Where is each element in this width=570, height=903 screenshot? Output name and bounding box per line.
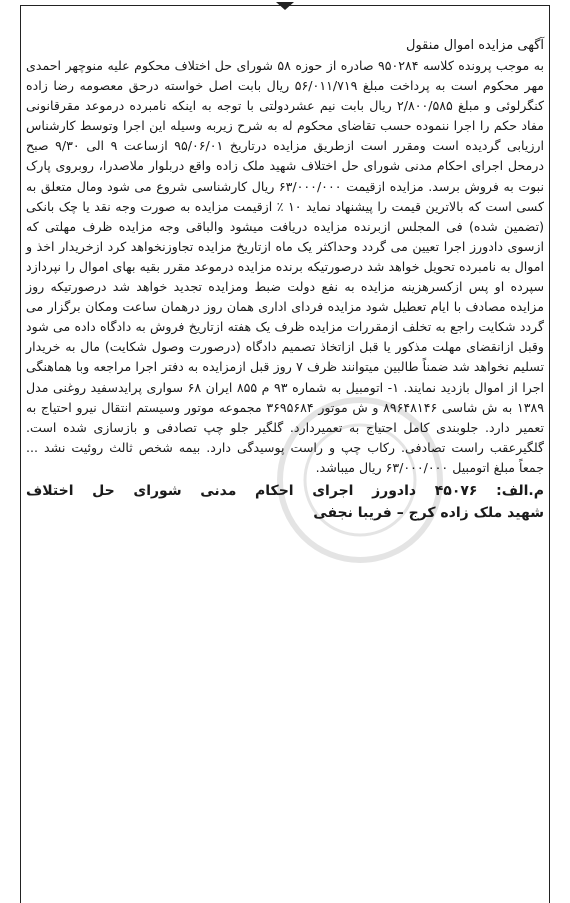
footer-signature-line: م.الف: ۴۵۰۷۶ دادورز اجرای احکام مدنی شورای حل اختلاف — [26, 482, 545, 499]
notice-title: آگهی مزایده اموال منقول — [406, 38, 544, 53]
right-frame-line — [549, 5, 550, 903]
top-tab-marker — [276, 2, 294, 10]
notice-body: به موجب پرونده کلاسه ۹۵۰۲۸۴ صادره از حوزه ۵۸ شورای حل اختلاف محکوم علیه منوچهر احمدی مهر محکوم است به پرداخت مبلغ ۵۶/۰۱۱/۷۱۹ ریال بابت اصل خواسته درحق معصومه رضا زاده کنگرلوئی و مبلغ ۲/۸۰۰/۵۸۵ ریال بابت نیم عشردولتی با توجه به اینکه نامبرده درموعد مقرقانونی مفاد حکم را اجرا ننموده حسب تقاضای محکوم له به شرح زیربه وسیله این اجرا وتوسط کارشناس ارزیابی گردیده است ومقرر است ازطریق مزایده درتاریخ ۹۵/۰۶/۰۱ ازساعت ۹ الی ۹/۳۰ صبح درمحل اجرای احکام مدنی شورای حل اختلاف شهید ملک زاده واقع دربلوار ملاصدرا، روبروی پارک نبوت به فروش برسد. مزایده ازقیمت ۶۳/۰۰۰/۰۰۰ ریال کارشناسی شروع می شود ومال متعلق به کسی است که بالاترین قیمت را پیشنهاد نماید ۱۰ ٪ ازقیمت مزایده به صورت وجه نقد یا چک بانکی (تضمین شده) فی المجلس ازبرنده مزایده دریافت میشود والباقی وجه مزایده ظرف مهلتی که ازسوی دادورز اجرا تعیین می گردد وحداکثر یک ماه ازتاریخ مزایده تجاوزنخواهد کرد ازخریدار اخذ و اموال به نامبرده تحویل خواهد شد درصورتیکه برنده مزایده درموعد مقرر بقیه بهای اموال را نپردازد سپرده او پس ازکسرهزینه مزایده به نفع دولت ضبط ومزایده تجدید خواهد شد درصورتیکه روز مزایده مصادف با ایام تعطیل شود مزایده فردای اداری همان روز درهمان ساعت ومکان برگزار می گردد شکایت راجع به تخلف ازمقررات مزایده ظرف یک هفته ازتاریخ فروش به دادگاه داده می شود وقبل ازانقضای مهلت مذکور یا قبل ازاتخاذ تصمیم دادگاه (درصورت وصول شکایت) مال به خریدار تسلیم نخواهد شد ضمناً طالبین میتوانند ظرف ۷ روز قبل ازمزایده به دفتر اجرا مراجعه وبا هماهنگی اجرا از اموال بازدید نمایند. ۱- اتومبیل به شماره ۹۳ م ۸۵۵ ایران ۶۸ سواری پرایدسفید روغنی مدل ۱۳۸۹ به ش شاسی ۸۹۶۴۸۱۴۶ و ش موتور ۳۶۹۵۶۸۴ مجموعه موتور وسیستم انتقال نیرو احتیاج به تعمیر دارد. جلوبندی کامل احتیاج به تعمیردارد. گلگیر جلو چپ تصادفی و بازسازی شده است. گلگیرعقب راست تصادفی. رکاب چپ و راست پوسیدگی دارد. بیمه شخص ثالث روئیت نشد ... جمعاً مبلغ اتومبیل ۶۳/۰۰۰/۰۰۰ ریال میباشد. — [26, 58, 545, 475]
notice-footer — [26, 480, 544, 524]
left-frame-line — [20, 5, 21, 903]
auction-notice — [26, 36, 544, 524]
footer-office-line: شهید ملک زاده کرج – فریبا نجفی — [313, 504, 544, 521]
